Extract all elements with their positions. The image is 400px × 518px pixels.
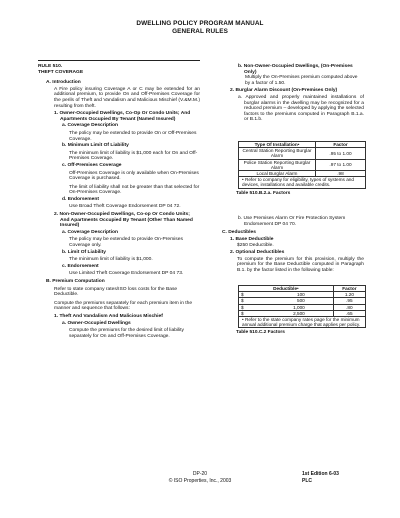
manual-title: DWELLING POLICY PROGRAM MANUAL — [136, 20, 264, 27]
table1-note: • Refer to company for eligibility, types of systems and devices, installations and available credits. — [239, 177, 366, 188]
item1a-heading: a. Coverage Description — [62, 123, 118, 129]
non-owner-heading: b. Non-Owner-Occupied Dwellings, (On-Premises Only) — [238, 64, 353, 75]
table-cell: $ — [239, 298, 254, 304]
table-cell: .95 to 1.00 — [316, 148, 366, 159]
burglar-alarm-heading: 2. Burglar Alarm Discount (On-Premises Only) — [230, 88, 338, 94]
right-column — [214, 64, 364, 123]
item2c-heading: c. Endorsement — [62, 263, 99, 269]
table-cell: .97 to 1.00 — [316, 159, 366, 170]
table-cell: $ — [239, 292, 254, 298]
item1d-text: Use Broad Theft Coverage Endorsement DP 04 72. — [69, 204, 181, 210]
owner-occupied-heading: a. Owner-Occupied Dwellings — [62, 320, 131, 326]
item1-heading: 1. Owner-Occupied Dwellings, Co-Op Or Condo Units; And Apartments Occupied By Tenant (Named Insured) — [54, 111, 191, 122]
item2a-text: The policy may be extended to provide On-Premises Coverage only. — [69, 237, 183, 249]
table2-header-deductible: Deductible• — [239, 286, 334, 292]
rule-title: THEFT COVERAGE — [38, 69, 84, 75]
left-top-rule — [38, 60, 200, 61]
base-deductible-heading: 1. Base Deductible — [230, 236, 274, 242]
optional-deductibles-heading: 2. Optional Deductibles — [230, 249, 285, 255]
table-cell: 1,000 — [253, 304, 333, 310]
item1c-text-2: The limit of liability shall not be greater than that selected for On-Premises Coverage. — [69, 184, 200, 196]
table-cell: Central Station Reporting Burglar Alarm — [239, 148, 316, 159]
item2a-heading: a. Coverage Description — [62, 229, 118, 235]
table1-header-type: Type Of Installation• — [239, 142, 316, 148]
section-subtitle: GENERAL RULES — [172, 28, 228, 35]
item2c-text: Use Limited Theft Coverage Endorsement DP 04 73. — [69, 271, 184, 277]
premium-text-2: Compute the premiums separately for each premium item in the manner and sequence that follows: — [54, 300, 193, 312]
item1c-heading: c. Off-Premises Coverage — [62, 162, 122, 168]
table-cell: .80 — [333, 304, 365, 310]
optional-deductibles-text: To compute the premium for this provision, multiply the premium for the Base Deductible computed in Paragraph B.1. by the factor listed in the following table: — [237, 256, 364, 273]
right-column-lower — [214, 216, 364, 273]
alarm-factors-table — [238, 141, 366, 189]
item1a-text: The policy may be extended to provide On or Off-Premises Coverage. — [69, 130, 197, 142]
left-column — [38, 64, 200, 339]
theft-vmm-heading: 1. Theft And Vandalism And Malicious Mischief — [54, 313, 163, 319]
page-number: DP-20 — [192, 471, 208, 477]
alarm-factors-table-block — [238, 141, 366, 196]
premium-heading: B. Premium Computation — [46, 279, 105, 284]
edition: 1st Edition 6-03 — [302, 471, 339, 477]
premium-text-1: Refer to state company rates/ISO loss costs for the Base Deductible. — [54, 286, 178, 298]
table-row — [239, 159, 366, 170]
table1-caption: Table 510.B.2.a. Factors — [236, 190, 291, 196]
table1-header-factor: Factor — [316, 142, 366, 148]
table-cell: 1.20 — [333, 292, 365, 298]
item2b-text: The minimum limit of liability is $1,000. — [69, 257, 153, 263]
table-cell: Police Station Reporting Burglar Alarm — [239, 159, 316, 170]
table-cell: .95 — [333, 298, 365, 304]
owner-occupied-text: Compute the premiums for the desired limit of liability separately for On and Off-Premises Coverage. — [69, 328, 184, 339]
table2-note: • Refer to the state company rates page for the minimum annual additional premium charge that applies per policy. — [239, 317, 366, 328]
line-code: PLC — [302, 478, 312, 484]
table2-header-factor: Factor — [333, 286, 365, 292]
deductible-factors-table-block — [238, 285, 366, 335]
burglar-alarm-text: a. Approved and properly maintained installations of burglar alarms in the dwelling may be recognized for a reduced premium – developed by applying the selected factors to the premiums computed in Paragraph B.1.a. or B.1.b. — [238, 94, 364, 123]
table-cell: .65 — [333, 310, 365, 316]
table2-caption: Table 510.C.2 Factors — [236, 330, 285, 336]
item1d-heading: d. Endorsement — [62, 196, 99, 202]
base-deductible-text: $250 Deductible. — [237, 243, 274, 249]
item1b-heading: b. Minimum Limit Of Liability — [62, 143, 129, 149]
copyright: © ISO Properties, Inc., 2003 — [168, 478, 232, 484]
deductible-factors-table — [238, 285, 366, 328]
table-cell: 100 — [253, 292, 333, 298]
item1b-text: The minimum limit of liability is $1,000 each for On and Off-Premises Coverage. — [69, 150, 198, 162]
table-cell: 2,500 — [253, 310, 333, 316]
table-row — [239, 148, 366, 159]
intro-heading: A. Introduction — [46, 80, 81, 86]
item2b-heading: b. Limit Of Liability — [62, 249, 107, 255]
deductibles-heading: C. Deductibles — [222, 230, 256, 236]
table-cell: $ — [239, 304, 254, 310]
table-cell: $ — [239, 310, 254, 316]
rule-number: RULE 510. — [38, 64, 63, 69]
item2-heading: 2. Non-Owner-Occupied Dwellings, Co-op Or Condo Units; And Apartments Occupied By Tenant (Other Than Named Insured) — [54, 212, 193, 229]
table-cell: 500 — [253, 298, 333, 304]
item1c-text-1: Off-Premises Coverage is only available when On-Premises Coverage is purchased. — [69, 170, 199, 182]
table-cell: .98 — [316, 171, 366, 177]
intro-text: A Fire policy insuring Coverage A or C may be extended for an additional premium, to provide On and Off-Premises Coverage for the perils of Theft and Vandalism and Malicious Mischief (V.&M.M.) resulting from theft. — [54, 86, 200, 109]
non-owner-text: Multiply the On-Premises premium computed above by a factor of 1.50. — [245, 75, 358, 86]
alarm-endorsement-text: b. Use Premises Alarm Or Fire Protection System Endorsement DP 04 70. — [238, 216, 346, 227]
table-cell: Local Burglar Alarm — [239, 171, 316, 177]
